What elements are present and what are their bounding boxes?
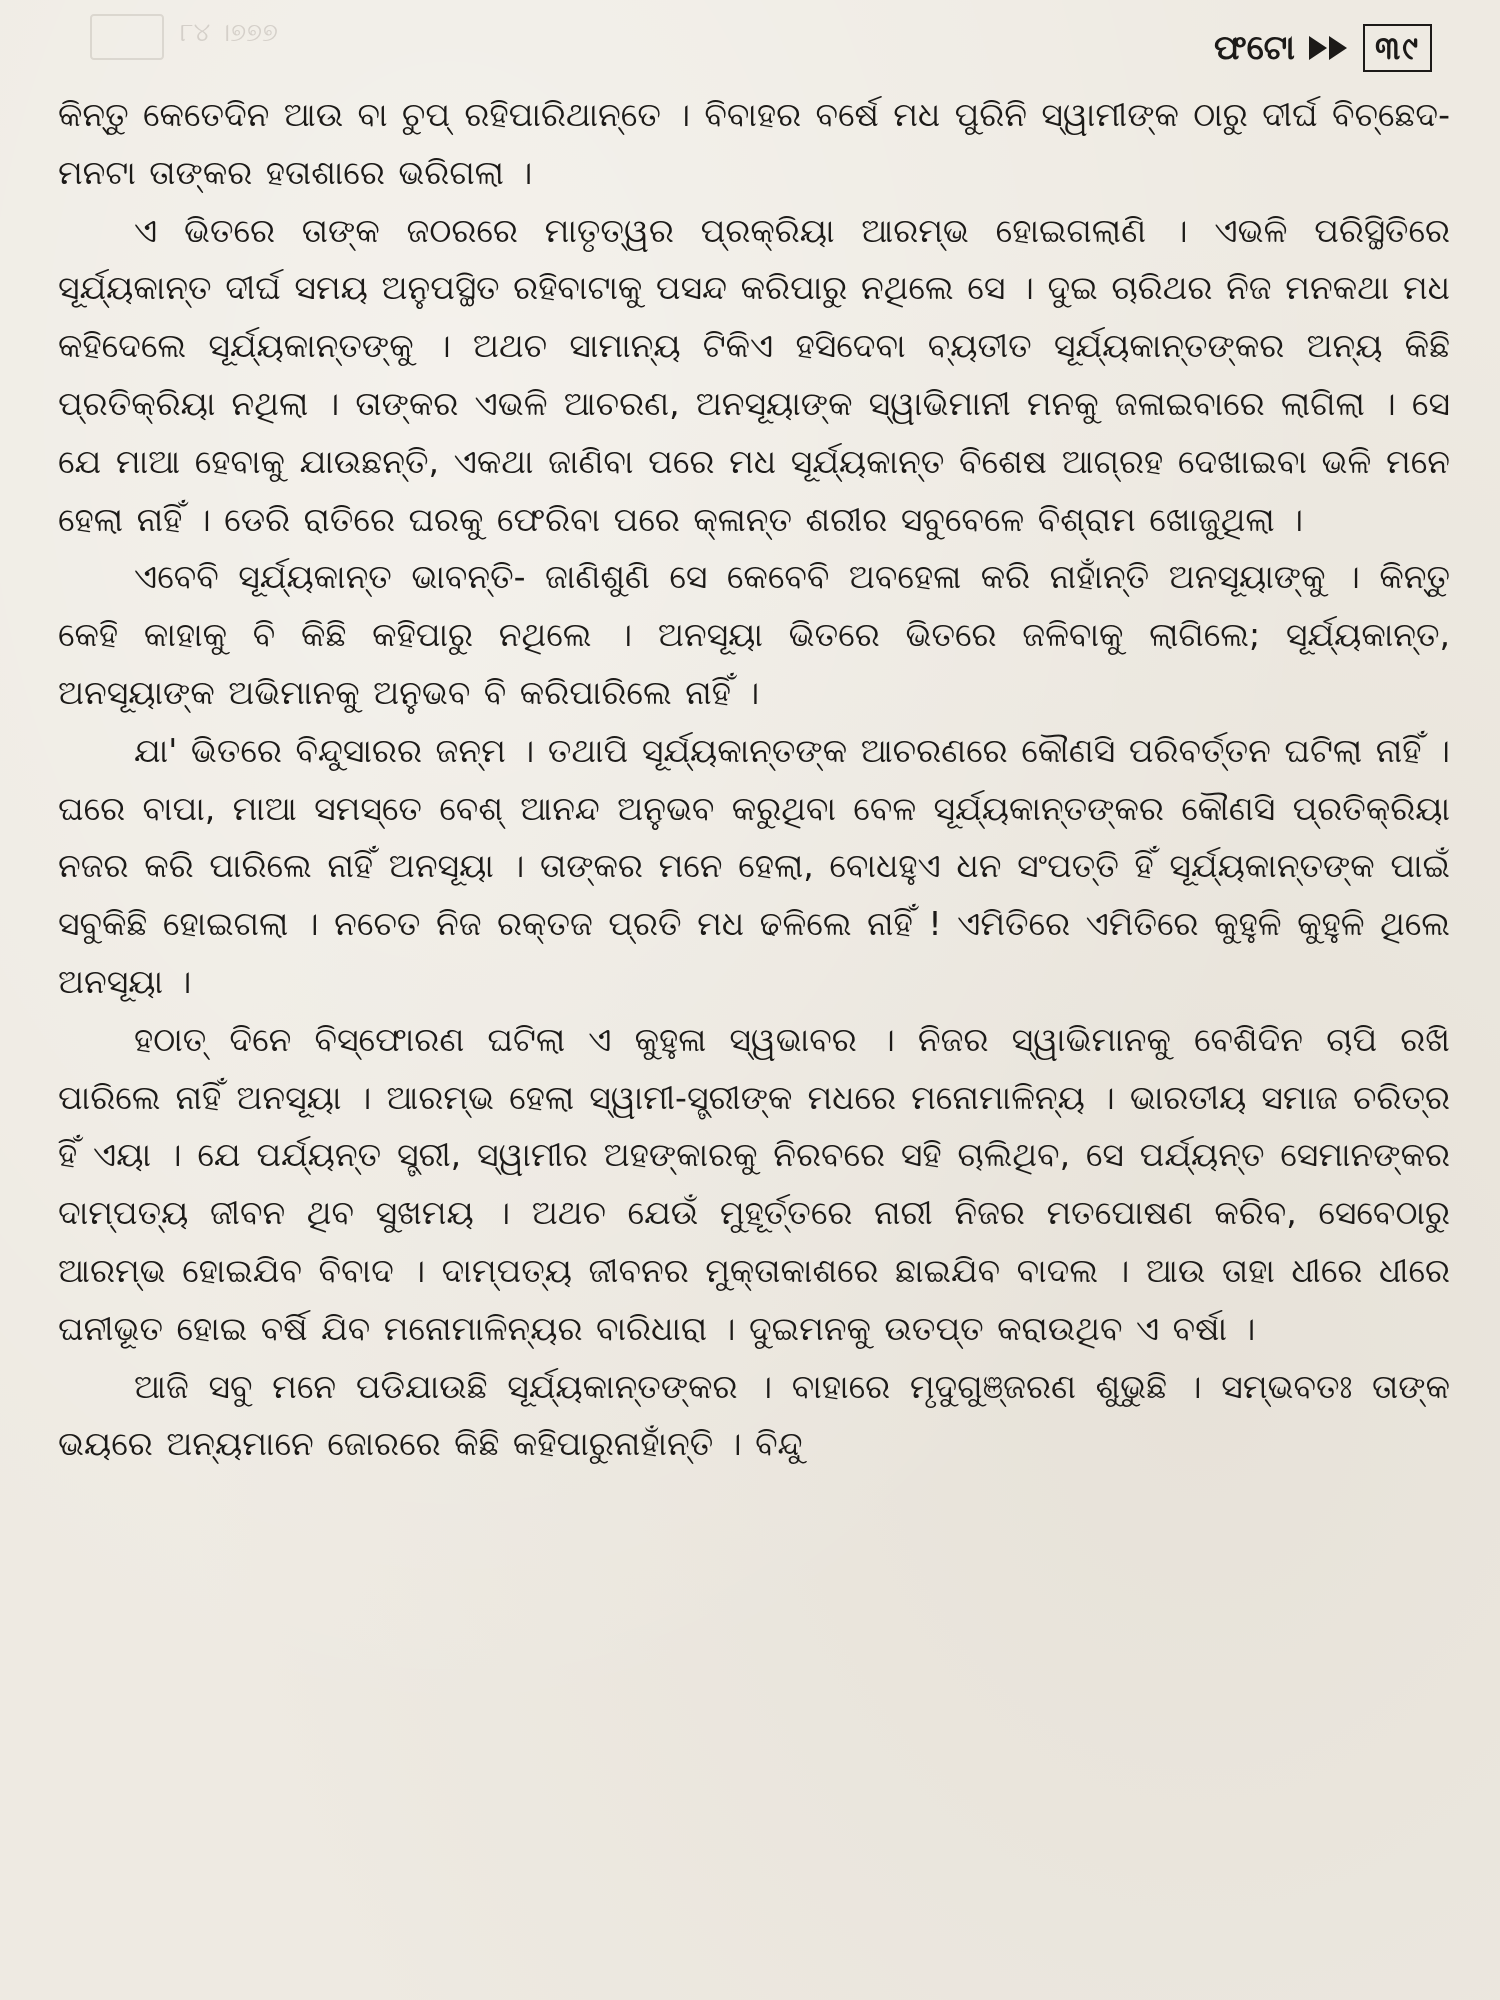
double-forward-arrow-icon <box>1307 33 1351 63</box>
paragraph-1: କିନ୍ତୁ କେତେଦିନ ଆଉ ବା ଚୁପ୍ ରହିପାରିଥାନ୍ତେ । ବିବାହର ବର୍ଷେ ମଧ ପୁରିନି ସ୍ୱାମୀଙ୍କ ଠାରୁ ଦୀର୍ଘ ବିଚ୍ଛେଦ-ମନଟା ତାଙ୍କର ହତାଶାରେ ଭରିଗଲା । <box>58 95 1450 192</box>
body-text <box>58 86 1450 1473</box>
paragraph-4: ଯା' ଭିତରେ ବିନ୍ଦୁସାରର ଜନ୍ମ । ତଥାପି ସୂର୍ଯ୍ୟକାନ୍ତଙ୍କ ଆଚରଣରେ କୌଣସି ପରିବର୍ତ୍ତନ ଘଟିଲା ନାହିଁ । ଘରେ ବାପା, ମାଆ ସମସ୍ତେ ବେଶ୍ ଆନନ୍ଦ ଅନୁଭବ କରୁଥିବା ବେଳ ସୂର୍ଯ୍ୟକାନ୍ତଙ୍କର କୌଣସି ପ୍ରତିକ୍ରିୟା ନଜର କରି ପାରିଲେ ନାହିଁ ଅନସୂୟା । ତାଙ୍କର ମନେ ହେଲା, ବୋଧହୁଏ ଧନ ସଂପତ୍ତି ହିଁ ସୂର୍ଯ୍ୟକାନ୍ତଙ୍କ ପାଇଁ ସବୁକିଛି ହୋଇଗଲା । ନଚେତ ନିଜ ରକ୍ତଜ ପ୍ରତି ମଧ ଢଳିଲେ ନାହିଁ ! ଏମିତିରେ ଏମିତିରେ କୁହୁଳି କୁହୁଳି ଥିଲେ ଅନସୂୟା । <box>58 730 1450 1001</box>
page-header <box>1214 24 1432 72</box>
paragraph-6: ଆଜି ସବୁ ମନେ ପଡିଯାଉଛି ସୂର୍ଯ୍ୟକାନ୍ତଙ୍କର । ବାହାରେ ମୃଦୁଗୁଞ୍ଜରଣ ଶୁଭୁଛି । ସମ୍ଭବତଃ ତାଙ୍କ ଭୟରେ ଅନ୍ୟମାନେ ଜୋରରେ କିଛି କହିପାରୁନାହାଁନ୍ତି । ବିନ୍ଦୁ <box>58 1366 1450 1464</box>
bleed-through-box <box>90 14 164 60</box>
paragraph-2: ଏ ଭିତରେ ତାଙ୍କ ଜଠରରେ ମାତୃତ୍ୱର ପ୍ରକ୍ରିୟା ଆରମ୍ଭ ହୋଇଗଲାଣି । ଏଭଳି ପରିସ୍ଥିତିରେ ସୂର୍ଯ୍ୟକାନ୍ତ ଦୀର୍ଘ ସମୟ ଅନୁପସ୍ଥିତ ରହିବାଟାକୁ ପସନ୍ଦ କରିପାରୁ ନଥିଲେ ସେ । ଦୁଇ ଚାରିଥର ନିଜ ମନକଥା ମଧ କହିଦେଲେ ସୂର୍ଯ୍ୟକାନ୍ତଙ୍କୁ । ଅଥଚ ସାମାନ୍ୟ ଟିକିଏ ହସିଦେବା ବ୍ୟତୀତ ସୂର୍ଯ୍ୟକାନ୍ତଙ୍କର ଅନ୍ୟ କିଛି ପ୍ରତିକ୍ରିୟା ନଥିଲା । ତାଙ୍କର ଏଭଳି ଆଚରଣ, ଅନସୂୟାଙ୍କ ସ୍ୱାଭିମାନୀ ମନକୁ ଜଳାଇବାରେ ଲାଗିଲା । ସେ ଯେ ମାଆ ହେବାକୁ ଯାଉଛନ୍ତି, ଏକଥା ଜାଣିବା ପରେ ମଧ ସୂର୍ଯ୍ୟକାନ୍ତ ବିଶେଷ ଆଗ୍ରହ ଦେଖାଇବା ଭଳି ମନେ ହେଲା ନାହିଁ । ଡେରି ରାତିରେ ଘରକୁ ଫେରିବା ପରେ କ୍ଳାନ୍ତ ଶରୀର ସବୁବେଳେ ବିଶ୍ରାମ ଖୋଜୁଥିଲା । <box>58 210 1450 539</box>
page-number: ୩୯ <box>1363 24 1432 72</box>
paragraph-3: ଏବେବି ସୂର୍ଯ୍ୟକାନ୍ତ ଭାବନ୍ତି- ଜାଣିଶୁଣି ସେ କେବେବି ଅବହେଳା କରି ନାହାଁନ୍ତି ଅନସୂୟାଙ୍କୁ । କିନ୍ତୁ କେହି କାହାକୁ ବି କିଛି କହିପାରୁ ନଥିଲେ । ଅନସୂୟା ଭିତରେ ଭିତରେ ଜଳିବାକୁ ଲାଗିଲେ; ସୂର୍ଯ୍ୟକାନ୍ତ, ଅନସୂୟାଙ୍କ ଅଭିମାନକୁ ଅନୁଭବ ବି କରିପାରିଲେ ନାହିଁ । <box>58 557 1450 712</box>
chapter-title: ଫଟୋ <box>1213 28 1295 68</box>
paragraph-5: ହଠାତ୍ ଦିନେ ବିସ୍ଫୋରଣ ଘଟିଲା ଏ କୁହୁଳା ସ୍ୱଭାବର । ନିଜର ସ୍ୱାଭିମାନକୁ ବେଶିଦିନ ଚାପି ରଖି ପାରିଲେ ନାହିଁ ଅନସୂୟା । ଆରମ୍ଭ ହେଲା ସ୍ୱାମୀ-ସ୍ତ୍ରୀଙ୍କ ମଧରେ ମନୋମାଳିନ୍ୟ । ଭାରତୀୟ ସମାଜ ଚରିତ୍ର ହିଁ ଏୟା । ଯେ ପର୍ଯ୍ୟନ୍ତ ସ୍ତ୍ରୀ, ସ୍ୱାମୀର ଅହଙ୍କାରକୁ ନିରବରେ ସହି ଚାଲିଥିବ, ସେ ପର୍ଯ୍ୟନ୍ତ ସେମାନଙ୍କର ଦାମ୍ପତ୍ୟ ଜୀବନ ଥିବ ସୁଖମୟ । ଅଥଚ ଯେଉଁ ମୁହୂର୍ତ୍ତରେ ନାରୀ ନିଜର ମତପୋଷଣ କରିବ, ସେବେଠାରୁ ଆରମ୍ଭ ହୋଇଯିବ ବିବାଦ । ଦାମ୍ପତ୍ୟ ଜୀବନର ମୁକ୍ତାକାଶରେ ଛାଇଯିବ ବାଦଲ । ଆଉ ତାହା ଧୀରେ ଧୀରେ ଘନୀଭୂତ ହୋଇ ବର୍ଷି ଯିବ ମନୋମାଳିନ୍ୟର ବାରିଧାରା । ଦୁଇମନକୁ ଉତପ୍ତ କରାଉଥିବ ଏ ବର୍ଷା । <box>58 1019 1450 1348</box>
bleed-through-text: ୮୪ ।୭୭୭ <box>180 18 278 48</box>
